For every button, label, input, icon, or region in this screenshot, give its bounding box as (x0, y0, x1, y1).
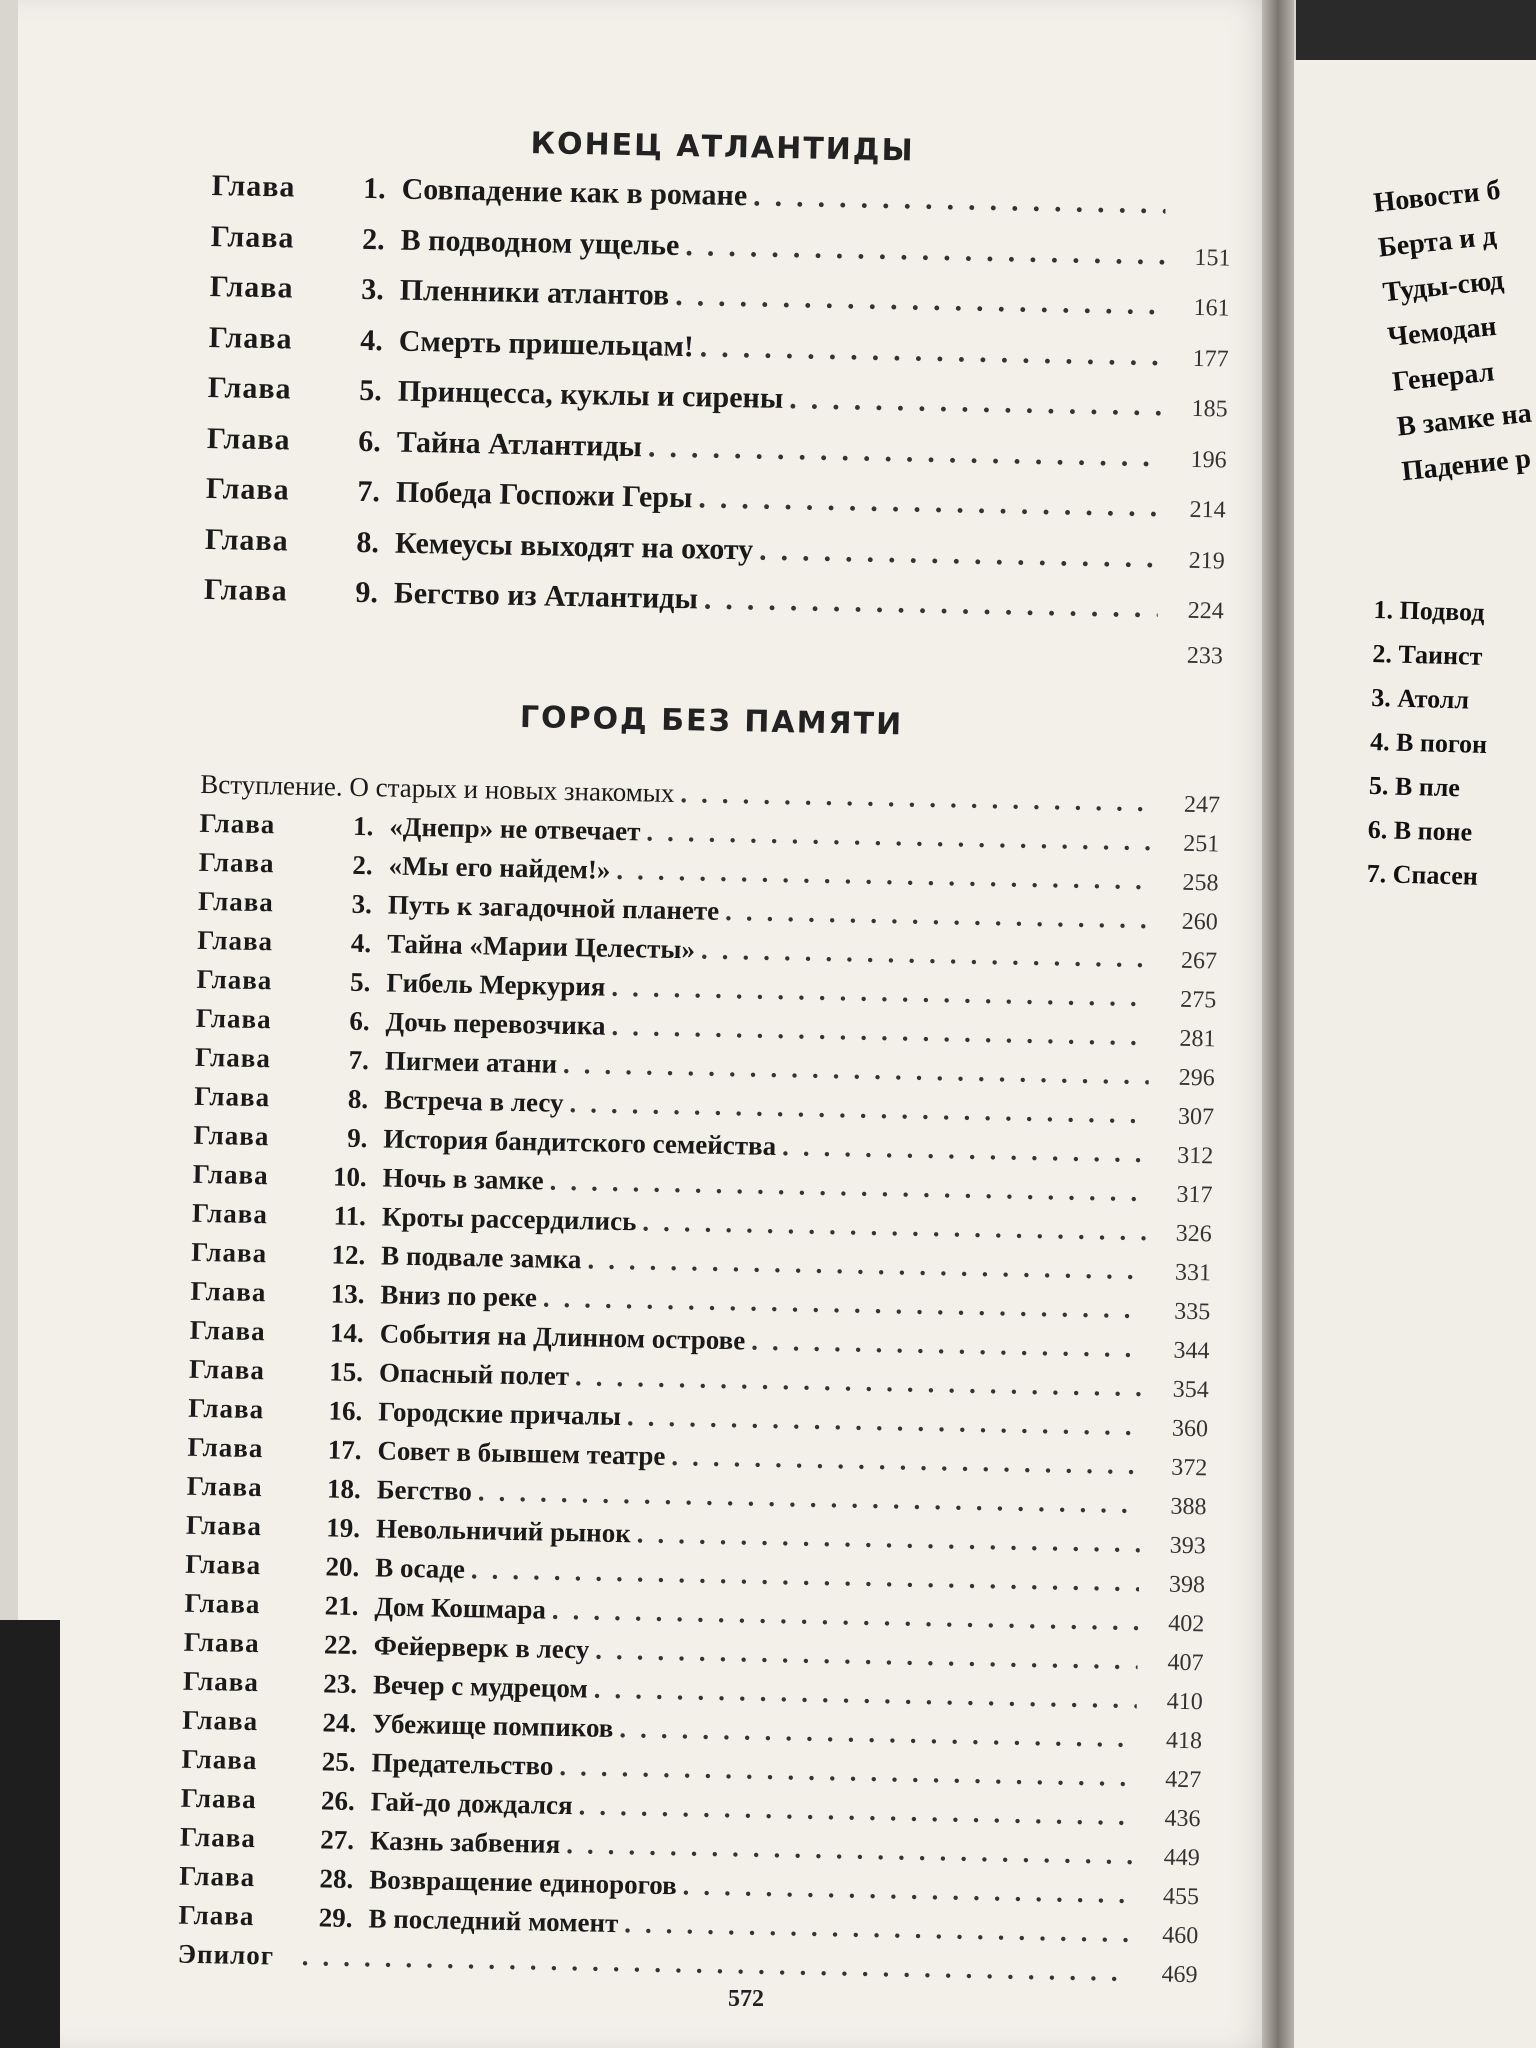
page-number: 214 (1189, 496, 1226, 524)
leader-dots (782, 1131, 1148, 1169)
chapter-number: 21. (324, 1589, 359, 1621)
chapter-number: 2. (352, 849, 374, 880)
page-number: 233 (1186, 642, 1224, 669)
chapter-number: 6. (349, 1005, 371, 1036)
chapter-number: 9. (346, 1122, 368, 1153)
page-number: 312 (1177, 1142, 1214, 1169)
page-number: 296 (1178, 1064, 1216, 1091)
chapter-number: 6. (358, 424, 382, 458)
chapter-label: Глава (189, 1314, 266, 1346)
page-number: 335 (1174, 1298, 1211, 1325)
page-number: 372 (1171, 1454, 1208, 1481)
background-edge (0, 1620, 60, 2048)
page-number: 427 (1165, 1766, 1202, 1793)
chapter-label: Глава (210, 219, 295, 255)
chapter-title: Принцесса, куклы и сирены (397, 374, 784, 415)
chapter-title: Опасный полет (378, 1356, 570, 1391)
chapter-label: Глава (196, 924, 274, 956)
chapter-number: 28. (319, 1862, 354, 1894)
chapter-number: 24. (322, 1706, 357, 1738)
chapter-title: «Мы его найдем!» (388, 850, 611, 885)
page-number: 196 (1190, 446, 1227, 474)
chapter-label: Глава (209, 269, 294, 305)
chapter-label: Глава (196, 963, 273, 995)
chapter-number: 15. (328, 1355, 364, 1387)
chapter-label: Глава (208, 320, 293, 356)
page-number: 281 (1179, 1025, 1216, 1052)
chapter-title: Дочь перевозчика (385, 1005, 606, 1041)
chapter-title: Совет в бывшем театре (377, 1434, 666, 1471)
leader-dots (704, 583, 1159, 626)
page-number: 331 (1174, 1259, 1212, 1286)
right-page-entry: 7. Спасен (1366, 858, 1479, 891)
chapter-label: Глава (187, 1392, 265, 1424)
right-page-entry: 2. Таинст (1372, 638, 1483, 671)
chapter-number: 3. (360, 272, 385, 307)
chapter-label: Глава (178, 1899, 255, 1931)
chapter-title: Пленники атлантов (399, 273, 670, 312)
chapter-label: Глава (190, 1275, 267, 1307)
right-page-entry: 3. Атолл (1370, 682, 1470, 715)
page-number: 360 (1171, 1415, 1209, 1442)
chapter-title: Возвращение единорогов (368, 1863, 677, 1900)
chapter-number: 13. (330, 1277, 365, 1309)
chapter-number: 11. (333, 1200, 367, 1231)
chapter-title: Предательство (371, 1746, 554, 1781)
chapter-title: Путь к загадочной планете (387, 889, 720, 926)
left-page (18, 0, 1280, 2048)
chapter-title: Победа Госпожи Геры (395, 475, 693, 515)
chapter-label: Глава (180, 1782, 257, 1814)
chapter-label: Глава (187, 1431, 264, 1463)
chapter-number: 25. (321, 1745, 356, 1777)
chapter-title: Дом Кошмара (374, 1590, 547, 1625)
right-page-entry: В замке на (1395, 397, 1534, 443)
chapter-title: Вечер с мудрецом (372, 1668, 589, 1703)
table-of-contents (177, 120, 1232, 1997)
page-number: 418 (1165, 1727, 1203, 1754)
chapter-title: В подводном ущелье (400, 223, 680, 262)
right-page-entry: Чемодан (1386, 310, 1498, 354)
background-edge (1296, 0, 1536, 60)
chapter-number: 26. (320, 1784, 356, 1816)
chapter-label: Глава (193, 1119, 270, 1151)
chapter-label: Глава (179, 1821, 257, 1853)
chapter-number: 8. (347, 1083, 369, 1114)
page-number: 469 (1161, 1961, 1198, 1988)
chapter-label: Глава (185, 1548, 262, 1580)
chapter-number: 18. (326, 1472, 362, 1504)
chapter-number: 14. (329, 1316, 365, 1348)
chapter-number: 27. (319, 1823, 355, 1855)
page-number: 393 (1169, 1532, 1207, 1559)
chapter-label: Глава (186, 1470, 263, 1502)
page-number: 307 (1177, 1103, 1215, 1130)
chapter-number: 1. (352, 810, 374, 841)
chapter-title: Совпадение как в романе (401, 172, 748, 213)
intro-title: Вступление. О старых и новых знакомых (199, 768, 675, 808)
chapter-title: Смерть пришельцам! (398, 324, 695, 363)
page-number: 326 (1175, 1220, 1213, 1247)
section-title-city: ГОРОД БЕЗ ПАМЯТИ (519, 699, 904, 742)
chapter-label: Глава (198, 846, 275, 878)
chapter-label: Глава (197, 885, 275, 917)
chapter-label: Глава (192, 1158, 269, 1190)
chapter-number: 8. (356, 525, 380, 559)
chapter-label: Глава (182, 1665, 260, 1697)
chapter-title: События на Длинном острове (379, 1317, 746, 1355)
right-page-top-list (1372, 174, 1536, 501)
chapter-number: 3. (351, 888, 373, 919)
page-number: 449 (1163, 1844, 1201, 1871)
chapter-title: Ночь в замке (382, 1161, 544, 1196)
chapter-label: Глава (183, 1626, 260, 1658)
chapter-title: Убежище помпиков (371, 1707, 614, 1743)
page-number: 344 (1173, 1337, 1210, 1364)
chapter-title: Фейерверк в лесу (373, 1629, 590, 1665)
chapter-label: Глава (188, 1353, 266, 1385)
leader-dots (753, 179, 1166, 221)
section-atlantis-list (203, 169, 1232, 673)
right-page-entry: 1. Подвод (1373, 595, 1485, 627)
page-number: 402 (1168, 1610, 1205, 1637)
chapter-title: Невольничий рынок (375, 1512, 632, 1548)
chapter-number: 17. (327, 1433, 362, 1465)
chapter-title: В осаде (374, 1551, 466, 1584)
chapter-label: Глава (195, 1002, 272, 1034)
chapter-title: Тайна Атлантиды (396, 425, 643, 463)
page-number: 455 (1162, 1883, 1200, 1910)
chapter-number: 5. (359, 373, 383, 408)
leader-dots (751, 1325, 1144, 1364)
chapter-title: Вниз по реке (380, 1278, 538, 1312)
page-number: 247 (1183, 791, 1221, 818)
page-number: 251 (1183, 830, 1220, 857)
chapter-number: 23. (322, 1667, 358, 1699)
epilogue-title: Эпилог (177, 1938, 275, 1971)
chapter-number: 16. (328, 1394, 363, 1426)
chapter-number: 19. (325, 1511, 361, 1543)
chapter-title: Казнь забвения (369, 1824, 561, 1859)
page-number: 151 (1194, 244, 1231, 272)
page-number: 219 (1188, 547, 1225, 575)
chapter-title: История бандитского семейства (383, 1122, 777, 1161)
chapter-number: 12. (331, 1238, 366, 1270)
chapter-number: 10. (332, 1161, 368, 1192)
chapter-title: Тайна «Марии Целесты» (386, 927, 696, 964)
chapter-label: Глава (181, 1743, 258, 1775)
chapter-number: 2. (361, 222, 386, 256)
page-number: 258 (1182, 869, 1219, 896)
chapter-title: Кемеусы выходят на охоту (394, 526, 754, 566)
right-page-entry: Генерал (1390, 356, 1496, 398)
chapter-label: Глава (204, 522, 290, 558)
right-page-entry: 6. В поне (1367, 814, 1473, 847)
chapter-title: В подвале замка (380, 1239, 582, 1274)
chapter-label: Глава (191, 1197, 269, 1229)
chapter-title: В последний момент (368, 1902, 619, 1938)
section-city-list (177, 768, 1220, 1996)
chapter-label: Глава (203, 572, 289, 608)
chapter-label: Глава (194, 1041, 272, 1073)
right-page (1294, 60, 1536, 2048)
chapter-label: Глава (199, 807, 276, 839)
chapter-number: 7. (348, 1044, 370, 1075)
book-gutter (1262, 0, 1294, 2048)
chapter-number: 29. (318, 1901, 353, 1933)
page-number: 407 (1167, 1649, 1204, 1676)
chapter-label: Глава (190, 1236, 268, 1268)
chapter-label: Глава (211, 168, 296, 204)
chapter-label: Глава (193, 1080, 271, 1112)
page-number: 460 (1162, 1922, 1199, 1949)
right-page-entry: Падение р (1400, 442, 1533, 488)
chapter-number: 22. (323, 1628, 359, 1660)
chapter-number: 4. (350, 927, 372, 958)
page-number: 275 (1180, 986, 1217, 1013)
chapter-title: Городские причалы (377, 1395, 622, 1431)
right-page-entry: 5. В пле (1368, 770, 1461, 803)
page-number: 185 (1191, 395, 1228, 423)
chapter-label: Глава (185, 1509, 263, 1541)
chapter-title: Гибель Меркурия (386, 966, 606, 1002)
page-number: 224 (1187, 597, 1225, 625)
right-page-entry: Новости б (1372, 174, 1502, 219)
chapter-title: «Днепр» не отвечает (389, 811, 641, 846)
chapter-title: Бегство (376, 1473, 473, 1506)
right-page-bottom-list (1366, 595, 1491, 906)
chapter-title: Пигмеи атани (384, 1044, 558, 1079)
page-number: 354 (1172, 1376, 1210, 1403)
page-number (1171, 213, 1231, 214)
chapter-label: Глава (182, 1704, 259, 1736)
chapter-title: Гай-до дождался (370, 1785, 573, 1820)
page-footer-number: 572 (728, 1986, 764, 2012)
chapter-title: Кроты рассердились (381, 1200, 637, 1236)
chapter-label: Глава (179, 1860, 256, 1892)
chapter-title: Бегство из Атлантиды (393, 576, 699, 616)
chapter-label: Глава (205, 471, 290, 507)
section-title-atlantis: КОНЕЦ АТЛАНТИДЫ (530, 126, 915, 169)
chapter-number: 5. (349, 966, 371, 997)
chapter-number: 1. (362, 171, 387, 206)
leader-dots (759, 533, 1159, 575)
page-number: 267 (1180, 947, 1218, 974)
right-page-entry: Туды-сюд (1381, 264, 1506, 309)
page-number: 398 (1168, 1571, 1206, 1598)
right-page-entry: Берта и д (1376, 220, 1498, 264)
page-number: 410 (1166, 1688, 1204, 1715)
page-number: 161 (1193, 294, 1230, 322)
page-number: 177 (1192, 345, 1229, 373)
chapter-label: Глава (184, 1587, 261, 1619)
page-number: 388 (1170, 1493, 1207, 1520)
page-number: 436 (1164, 1805, 1201, 1832)
chapter-label: Глава (207, 370, 292, 406)
chapter-number: 4. (359, 323, 384, 357)
chapter-number: 9. (355, 575, 379, 610)
page-number: 317 (1176, 1181, 1213, 1208)
right-page-entry: 4. В погон (1369, 726, 1488, 760)
leader-dots (789, 382, 1162, 423)
leader-dots (680, 778, 1154, 818)
chapter-number: 7. (357, 474, 381, 509)
chapter-label: Глава (206, 421, 291, 457)
chapter-number: 20. (325, 1550, 360, 1582)
chapter-title: Встреча в лесу (383, 1083, 564, 1118)
page-number: 260 (1181, 908, 1219, 935)
